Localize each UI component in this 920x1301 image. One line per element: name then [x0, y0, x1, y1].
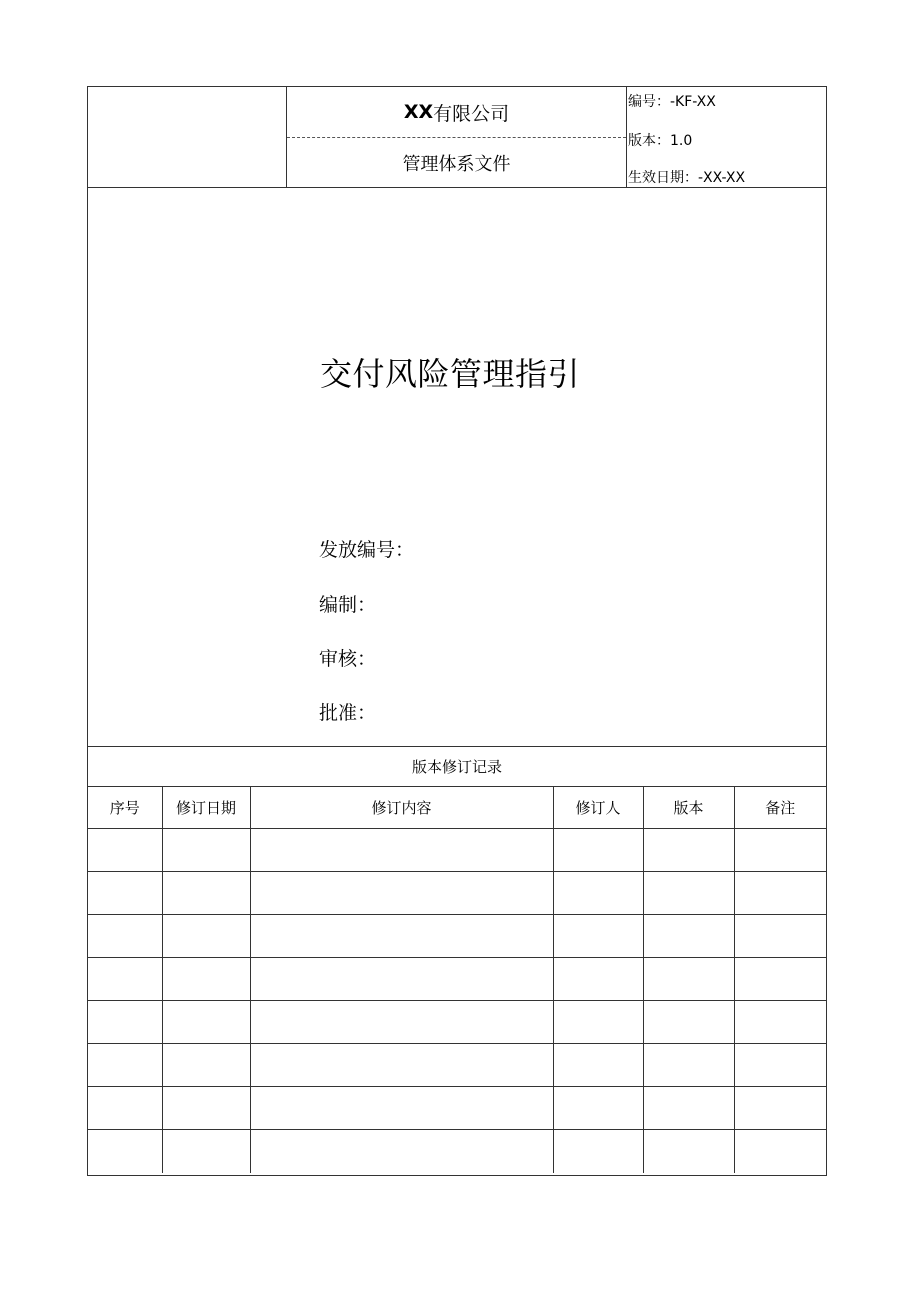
table-cell [734, 872, 826, 915]
column-header: 版本 [643, 787, 734, 829]
column-header: 修订人 [553, 787, 643, 829]
table-cell [643, 872, 734, 915]
table-cell [250, 958, 553, 1001]
header-meta-block [627, 87, 826, 187]
table-row [88, 1044, 826, 1087]
table-cell [734, 1044, 826, 1087]
table-cell [734, 915, 826, 958]
table-cell [88, 1044, 162, 1087]
table-row [88, 915, 826, 958]
table-cell [88, 1087, 162, 1130]
table-cell [553, 1130, 643, 1173]
table-cell [250, 872, 553, 915]
table-cell [643, 1044, 734, 1087]
company-name [287, 87, 626, 138]
column-header: 序号 [88, 787, 162, 829]
table-cell [88, 958, 162, 1001]
reviewed-by-field: 审核： [319, 648, 377, 670]
table-cell [250, 1001, 553, 1044]
revision-record-table [88, 746, 826, 1173]
table-cell [88, 1001, 162, 1044]
table-cell [643, 1087, 734, 1130]
document-title: 交付风险管理指引 [320, 355, 581, 393]
table-cell [162, 1044, 250, 1087]
logo-cell [88, 87, 287, 187]
company-name-suffix: 有限公司 [433, 102, 510, 125]
column-header: 修订内容 [250, 787, 553, 829]
table-cell [734, 958, 826, 1001]
revision-table-header [88, 787, 826, 829]
table-cell [734, 1130, 826, 1173]
system-document-label: 管理体系文件 [402, 153, 511, 175]
header-divider [88, 187, 826, 188]
table-cell [88, 1130, 162, 1173]
doc-version [628, 130, 692, 150]
compiled-by-field: 编制： [319, 594, 377, 616]
table-cell [88, 872, 162, 915]
doc-effective-label: 生效日期： [628, 170, 698, 186]
table-cell [643, 1001, 734, 1044]
table-cell [553, 958, 643, 1001]
table-row [88, 958, 826, 1001]
table-row [88, 1087, 826, 1130]
table-cell [88, 829, 162, 872]
table-cell [553, 1044, 643, 1087]
table-cell [250, 1130, 553, 1173]
table-row [88, 829, 826, 872]
header-title-block [287, 87, 627, 187]
table-cell [88, 915, 162, 958]
table-row [88, 1130, 826, 1173]
doc-version-label: 版本： [628, 133, 670, 149]
table-cell [162, 958, 250, 1001]
doc-code-value: -KF-XX [670, 94, 716, 110]
doc-code [628, 91, 716, 111]
table-cell [162, 915, 250, 958]
approved-by-field: 批准： [319, 702, 377, 724]
table-cell [162, 1130, 250, 1173]
document-frame [87, 86, 827, 1176]
table-row [88, 872, 826, 915]
table-row [88, 1001, 826, 1044]
table-cell [162, 1001, 250, 1044]
table-cell [553, 1001, 643, 1044]
table-cell [734, 1001, 826, 1044]
table-cell [250, 829, 553, 872]
table-cell [250, 1087, 553, 1130]
table-cell [643, 1130, 734, 1173]
company-name-prefix: XX [403, 101, 434, 123]
column-header: 修订日期 [162, 787, 250, 829]
doc-effective-value: -XX-XX [698, 170, 746, 186]
table-cell [553, 829, 643, 872]
table-cell [553, 915, 643, 958]
column-header: 备注 [734, 787, 826, 829]
table-cell [250, 915, 553, 958]
table-cell [162, 1087, 250, 1130]
doc-code-label: 编号： [628, 94, 670, 110]
table-cell [734, 829, 826, 872]
table-cell [553, 1087, 643, 1130]
table-cell [162, 829, 250, 872]
issue-number-field: 发放编号： [319, 539, 415, 561]
doc-version-value: 1.0 [670, 133, 693, 149]
table-cell [643, 915, 734, 958]
table-cell [162, 872, 250, 915]
table-cell [553, 872, 643, 915]
table-cell [734, 1087, 826, 1130]
table-cell [643, 958, 734, 1001]
table-cell [250, 1044, 553, 1087]
table-cell [643, 829, 734, 872]
revision-table-caption: 版本修订记录 [88, 747, 826, 787]
doc-effective-date [628, 167, 745, 187]
